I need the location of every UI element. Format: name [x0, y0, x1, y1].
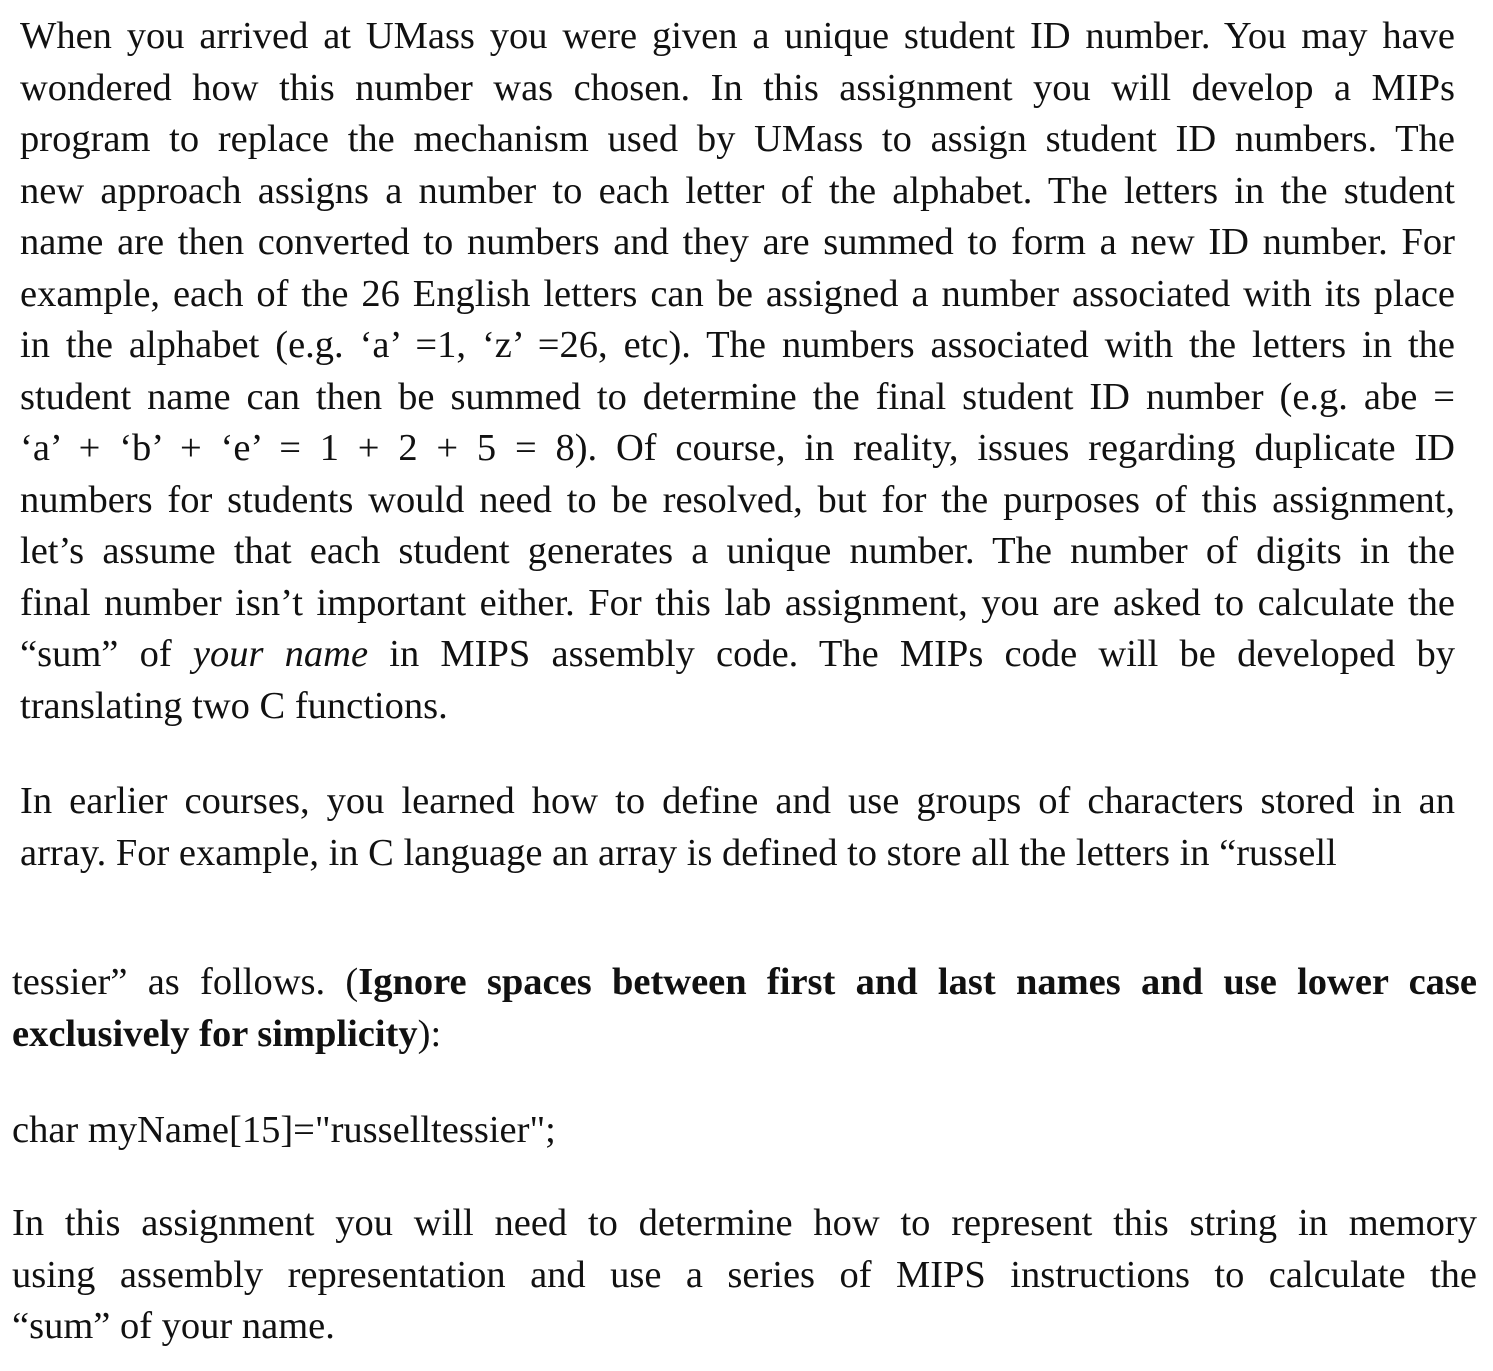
text-line-ignore-spaces — [12, 957, 1477, 1009]
bold-instruction: Ignore spaces between first and last names and use lower case — [358, 961, 1477, 1003]
text-segment: “sum” of — [20, 633, 193, 675]
text-segment: tessier” as follows. ( — [12, 961, 359, 1003]
text-line: let’s assume that each student generates a unique number. The number of digits in the — [20, 530, 1455, 572]
bold-instruction: exclusively for simplicity — [12, 1012, 418, 1055]
text-line-exclusively — [12, 1009, 1477, 1061]
array-paragraph — [20, 776, 1455, 879]
text-segment: in MIPS assembly code. The MIPs code will be developed by — [368, 633, 1456, 675]
instruction-paragraph — [12, 957, 1477, 1060]
text-line: translating two C functions. — [20, 684, 448, 727]
text-line: using assembly representation and use a series of MIPS instructions to calculate the — [12, 1253, 1477, 1296]
text-line: name are then converted to numbers and they are summed to form a new ID number. For — [20, 221, 1455, 263]
text-line: In earlier courses, you learned how to define and use groups of characters stored in an — [20, 780, 1455, 822]
intro-paragraph — [20, 11, 1455, 732]
text-line: new approach assigns a number to each letter of the alphabet. The letters in the student — [20, 169, 1455, 212]
text-line: wondered how this number was chosen. In this assignment you will develop a MIPs — [20, 66, 1455, 109]
text-line: example, each of the 26 English letters can be assigned a number associated with its place — [20, 272, 1455, 315]
code-example — [12, 1105, 1477, 1157]
text-line: When you arrived at UMass you were given a unique student ID number. You may have — [20, 15, 1455, 57]
text-line: ‘a’ + ‘b’ + ‘e’ = 1 + 2 + 5 = 8). Of course, in reality, issues regarding duplicate ID — [20, 427, 1455, 469]
text-line-sum-your-name — [20, 629, 1455, 681]
text-line: In this assignment you will need to determine how to represent this string in memory — [12, 1202, 1477, 1244]
text-segment: ): — [417, 1012, 442, 1055]
text-line: final number isn’t important either. For this lab assignment, you are asked to calculate the — [20, 581, 1455, 624]
text-line: “sum” of your name. — [12, 1305, 335, 1347]
code-line: char myName[15]="russelltessier"; — [12, 1109, 556, 1151]
text-line: program to replace the mechanism used by UMass to assign student ID numbers. The — [20, 118, 1455, 160]
text-line: in the alphabet (e.g. ‘a’ =1, ‘z’ =26, etc). The numbers associated with the letters in the — [20, 324, 1455, 366]
text-line: numbers for students would need to be resolved, but for the purposes of this assignment, — [20, 478, 1455, 521]
closing-paragraph — [12, 1198, 1477, 1353]
text-line: array. For example, in C language an array is defined to store all the letters in “russell — [20, 831, 1337, 874]
italic-your-name: your name — [192, 633, 369, 675]
text-line: student name can then be summed to determine the final student ID number (e.g. abe = — [20, 375, 1455, 418]
